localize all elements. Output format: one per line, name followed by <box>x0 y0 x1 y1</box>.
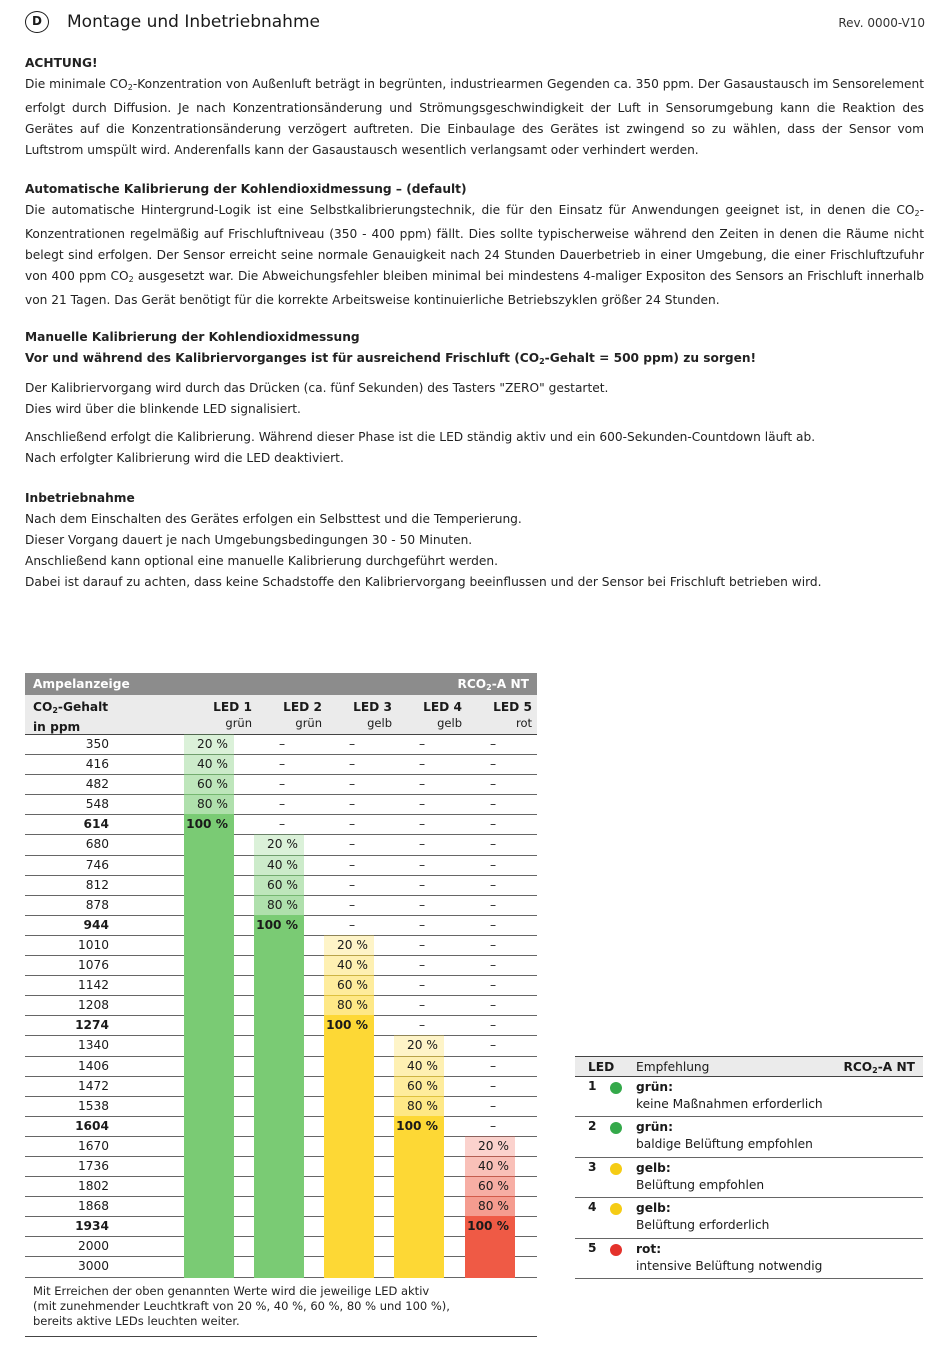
ppm-value: 944 <box>83 917 109 932</box>
legend-row <box>575 1198 923 1238</box>
led-3-cell: – <box>348 897 356 912</box>
led-2-cell <box>254 995 304 1016</box>
ppm-value: 2000 <box>77 1239 109 1254</box>
legend-color-label: rot: <box>636 1241 662 1256</box>
led-4-cell <box>394 1236 444 1257</box>
led-1-cell <box>184 1035 234 1056</box>
legend-model: $RCO_2-A$ NT <box>843 1060 915 1075</box>
led-3-cell <box>324 1096 374 1117</box>
led-2-cell: – <box>278 737 286 751</box>
led-5-cell: – <box>489 757 497 772</box>
led-2-cell <box>254 1116 304 1137</box>
commissioning-line: Dabei ist darauf zu achten, dass keine Schadstoffe den Kalibriervorgang beeinflussen und der Sensor bei Frischluft betrieben wird. <box>25 575 822 589</box>
led-3-cell <box>324 1256 374 1277</box>
led-5-cell: 20 % <box>465 1136 515 1157</box>
legend-led-number: 5 <box>588 1240 597 1255</box>
ppm-value: 548 <box>85 797 109 812</box>
status-dot-icon <box>610 1244 622 1256</box>
led-1-cell <box>184 1196 234 1217</box>
ppm-value: 1472 <box>77 1078 109 1093</box>
led-5-cell: – <box>489 877 497 892</box>
led-2-cell <box>254 1136 304 1157</box>
ppm-value: 1538 <box>77 1098 109 1113</box>
ppm-value: 1406 <box>77 1058 109 1073</box>
led-1-cell <box>184 1015 234 1036</box>
led-1-cell <box>184 895 234 916</box>
manual-calibration-line: Nach erfolgter Kalibrierung wird die LED deaktiviert. <box>25 451 344 465</box>
led-5-cell: 80 % <box>465 1196 515 1217</box>
legend-led-number: 3 <box>588 1159 597 1174</box>
led-5-cell: 100 % <box>465 1216 515 1237</box>
table-row <box>25 1117 537 1137</box>
led-table-column-header <box>25 695 537 735</box>
led-4-cell <box>394 1156 444 1177</box>
manual-calibration-line: Dies wird über die blinkende LED signalisiert. <box>25 402 301 416</box>
led-4-cell <box>394 1136 444 1157</box>
led-table-footnote: Mit Erreichen der oben genannten Werte wird die jeweilige LED aktiv (mit zunehmender Leuchtkraft von 20 %, 40 %, 60 %, 80 % und 100 %), bereits aktive LEDs leuchten weiter. <box>25 1278 537 1337</box>
led-4-cell <box>394 1216 444 1237</box>
table-row <box>25 1157 537 1177</box>
led-2-cell <box>254 1196 304 1217</box>
led-table-model: $RCO_2-A$ NT <box>457 677 529 692</box>
ppm-value: 1274 <box>75 1018 109 1033</box>
led-1-cell: 60 % <box>184 774 234 795</box>
led-1-cell: 80 % <box>184 794 234 815</box>
led-4-cell: – <box>418 897 426 912</box>
table-row <box>25 896 537 916</box>
led-4-cell: 40 % <box>394 1056 444 1077</box>
led-1-cell <box>184 995 234 1016</box>
led-2-cell: 80 % <box>254 895 304 916</box>
led-5-cell: – <box>489 998 497 1013</box>
table-row <box>25 735 537 755</box>
table-row <box>25 795 537 815</box>
led-4-cell: – <box>418 757 426 772</box>
legend-color-label: grün: <box>636 1080 673 1094</box>
status-dot-icon <box>610 1163 622 1175</box>
legend-led-header: LED <box>588 1060 615 1074</box>
table-row <box>25 996 537 1016</box>
led-2-cell <box>254 1096 304 1117</box>
commissioning-section <box>25 488 924 593</box>
ppm-value: 812 <box>85 877 109 892</box>
led-4-cell: – <box>418 877 426 892</box>
legend-recommendation: Belüftung erforderlich <box>636 1218 770 1233</box>
led-5-cell: – <box>489 857 497 872</box>
led-1-cell <box>184 875 234 896</box>
led-4-cell: – <box>418 998 426 1013</box>
led-4-header: LED 4 gelb <box>423 700 462 730</box>
led-1-cell <box>184 935 234 956</box>
ppm-value: 1868 <box>77 1199 109 1214</box>
legend-row <box>575 1117 923 1157</box>
led-1-cell <box>184 1216 234 1237</box>
ppm-value: 1670 <box>77 1138 109 1153</box>
led-2-cell <box>254 1056 304 1077</box>
page-title: Montage und Inbetriebnahme <box>67 12 320 32</box>
led-5-cell: – <box>489 958 497 973</box>
led-5-cell: 60 % <box>465 1176 515 1197</box>
legend-color-label: gelb: <box>636 1160 671 1175</box>
led-3-cell: – <box>348 777 356 792</box>
led-2-cell <box>254 935 304 956</box>
led-3-cell: 20 % <box>324 935 374 956</box>
led-1-cell: 20 % <box>184 734 234 755</box>
revision-label: Rev. 0000-V10 <box>838 16 925 30</box>
led-2-cell: 20 % <box>254 834 304 855</box>
legend-body <box>575 1077 923 1279</box>
led-4-cell: – <box>418 958 426 973</box>
led-1-cell <box>184 955 234 976</box>
led-4-cell: – <box>418 817 426 832</box>
led-2-cell: – <box>278 777 286 792</box>
auto-calibration-section <box>25 179 924 311</box>
status-dot-icon <box>610 1122 622 1134</box>
status-dot-icon <box>610 1203 622 1215</box>
led-4-cell: – <box>418 978 426 993</box>
led-1-cell: 40 % <box>184 754 234 775</box>
led-table-title: Ampelanzeige <box>33 677 130 691</box>
led-2-cell <box>254 1035 304 1056</box>
table-row <box>25 1036 537 1056</box>
table-row <box>25 1257 537 1277</box>
led-2-cell: – <box>278 757 286 772</box>
led-5-cell <box>465 1256 515 1277</box>
led-3-cell: – <box>348 917 356 932</box>
led-1-cell <box>184 975 234 996</box>
led-5-cell: – <box>489 737 497 751</box>
manual-calibration-warning: Vor und während des Kalibriervorganges ist für ausreichend Frischluft ($CO_2$-Gehalt = 500 ppm) zu sorgen! <box>25 351 757 366</box>
status-dot-icon <box>610 1082 622 1094</box>
led-2-cell: – <box>278 817 286 832</box>
led-3-cell: – <box>348 877 356 892</box>
led-2-cell: 40 % <box>254 855 304 876</box>
ppm-value: 1340 <box>77 1038 109 1053</box>
table-row <box>25 835 537 855</box>
legend-recommendation-header: Empfehlung <box>636 1060 710 1074</box>
led-2-cell <box>254 1176 304 1197</box>
commissioning-line: Dieser Vorgang dauert je nach Umgebungsbedingungen 30 - 50 Minuten. <box>25 533 473 547</box>
led-3-cell <box>324 1136 374 1157</box>
led-3-cell <box>324 1056 374 1077</box>
led-4-cell: – <box>418 837 426 852</box>
legend-header <box>575 1056 923 1077</box>
led-5-cell <box>465 1236 515 1257</box>
led-3-cell <box>324 1176 374 1197</box>
ppm-value: 1142 <box>77 978 109 993</box>
table-row <box>25 1197 537 1217</box>
led-3-cell: – <box>348 797 356 812</box>
led-table-title-bar <box>25 673 537 695</box>
legend-color-label: grün: <box>636 1120 673 1135</box>
led-4-cell: – <box>418 797 426 812</box>
table-row <box>25 1077 537 1097</box>
table-row <box>25 1137 537 1157</box>
ppm-value: 1208 <box>77 998 109 1013</box>
led-1-cell <box>184 855 234 876</box>
led-2-cell <box>254 1015 304 1036</box>
led-1-cell: 100 % <box>184 814 234 835</box>
led-5-header: LED 5 rot <box>493 700 532 730</box>
ppm-value: 878 <box>85 897 109 912</box>
language-badge: D <box>25 11 49 33</box>
legend-recommendation: baldige Belüftung empfohlen <box>636 1137 813 1152</box>
ppm-value: 1802 <box>77 1179 109 1194</box>
led-1-cell <box>184 1236 234 1257</box>
auto-calibration-paragraph: Die automatische Hintergrund-Logik ist eine Selbstkalibrierungstechnik, die für den Einsatz für Anwendungen geeignet ist, in denen die $CO_2$-Konzentrationen regelmäßig auf Frischluftniveau (350 - 400 ppm) fällt. Dies sollte typischerweise während den Zeiten in denen die Räume nicht belegt sind erfolgen. Der Sensor erreicht seine normale Genauigkeit nach 24 Stunden Dauerbetrieb in einer Umgebung, die einer Frischluftzufuhr von 400 ppm $CO_2$ ausgesetzt war. Die Abweichungsfehler bleiben minimal bei mindestens 4-maliger Expositon des Sensors an Frischluft innerhalb von 21 Tagen. Das Gerät benötigt für die korrekte Arbeitsweise kontinuierliche Betriebszyklen größer 24 Stunden. <box>25 203 924 307</box>
led-1-cell <box>184 1136 234 1157</box>
table-row <box>25 976 537 996</box>
led-2-cell <box>254 1216 304 1237</box>
legend-recommendation: keine Maßnahmen erforderlich <box>636 1097 823 1111</box>
commissioning-heading: Inbetriebnahme <box>25 491 135 505</box>
led-5-cell: – <box>489 817 497 832</box>
ppm-value: 746 <box>85 857 109 872</box>
led-3-cell: 80 % <box>324 995 374 1016</box>
table-row <box>25 1097 537 1117</box>
led-3-cell: – <box>348 817 356 832</box>
ppm-value: 1604 <box>75 1118 109 1133</box>
led-4-cell: – <box>418 737 426 751</box>
led-4-cell: – <box>418 917 426 932</box>
led-level-table <box>25 673 537 1337</box>
led-3-cell: – <box>348 737 356 751</box>
led-3-cell <box>324 1236 374 1257</box>
auto-calibration-heading: Automatische Kalibrierung der Kohlendioxidmessung – (default) <box>25 182 467 196</box>
led-3-cell <box>324 1076 374 1097</box>
led-5-cell: – <box>489 1038 497 1053</box>
table-row <box>25 876 537 896</box>
led-5-cell: 40 % <box>465 1156 515 1177</box>
led-4-cell <box>394 1256 444 1277</box>
manual-calibration-line: Anschließend erfolgt die Kalibrierung. Während dieser Phase ist die LED ständig aktiv und ein 600-Sekunden-Countdown läuft ab. <box>25 430 816 444</box>
table-row <box>25 775 537 795</box>
led-5-cell: – <box>489 1098 497 1113</box>
manual-calibration-section <box>25 327 924 469</box>
ppm-value: 1010 <box>77 937 109 952</box>
led-5-cell: – <box>489 1018 497 1033</box>
achtung-section <box>25 53 924 161</box>
led-4-cell <box>394 1196 444 1217</box>
table-row <box>25 755 537 775</box>
led-1-cell <box>184 1076 234 1097</box>
led-5-cell: – <box>489 797 497 812</box>
page-header <box>25 10 925 36</box>
led-1-cell <box>184 1256 234 1277</box>
led-1-header: LED 1 grün <box>213 700 252 730</box>
table-row <box>25 956 537 976</box>
led-3-header: LED 3 gelb <box>353 700 392 730</box>
led-3-cell <box>324 1116 374 1137</box>
led-3-cell <box>324 1035 374 1056</box>
led-4-cell: 100 % <box>394 1116 444 1137</box>
led-1-cell <box>184 915 234 936</box>
table-row <box>25 936 537 956</box>
ppm-value: 482 <box>85 777 109 792</box>
ppm-value: 1736 <box>77 1158 109 1173</box>
commissioning-line: Anschließend kann optional eine manuelle Kalibrierung durchgeführt werden. <box>25 554 499 568</box>
table-row <box>25 815 537 835</box>
table-row <box>25 1057 537 1077</box>
led-5-cell: – <box>489 1058 497 1073</box>
achtung-paragraph: Die minimale $CO_2$-Konzentration von Außenluft beträgt in begrünten, industriearmen Gegenden ca. 350 ppm. Der Gasaustausch im Sensorelement erfolgt durch Diffusion. Je nach Konzentrationsänderung und Strömungsgeschwindigkeit der Luft in Sensorumgebung kann die Reaktion des Gerätes auf die Konzentrationsänderung verzögert auftreten. Die Einbaulage des Gerätes ist zwingend so zu wählen, dass der Sensor vom Luftstrom umspült wird. Anderenfalls kann der Gasaustausch wesentlich verlangsamt oder verhindert werden. <box>25 77 925 157</box>
led-2-header: LED 2 grün <box>283 700 322 730</box>
led-table-body <box>25 735 537 1278</box>
led-5-cell: – <box>489 937 497 952</box>
co2-column-header: $CO_2$-Gehalt in ppm <box>33 700 109 734</box>
led-5-cell: – <box>489 837 497 852</box>
table-row <box>25 1237 537 1257</box>
led-4-cell: – <box>418 777 426 792</box>
led-4-cell: 80 % <box>394 1096 444 1117</box>
ppm-value: 350 <box>85 737 109 751</box>
legend-led-number: 1 <box>588 1079 597 1093</box>
ppm-value: 1934 <box>75 1219 109 1234</box>
led-2-cell <box>254 1256 304 1277</box>
led-3-cell <box>324 1196 374 1217</box>
manual-calibration-heading: Manuelle Kalibrierung der Kohlendioxidmessung <box>25 330 360 344</box>
led-3-cell: – <box>348 757 356 772</box>
led-2-cell <box>254 1236 304 1257</box>
legend-row <box>575 1158 923 1198</box>
table-row <box>25 916 537 936</box>
led-1-cell <box>184 1176 234 1197</box>
led-2-cell <box>254 975 304 996</box>
ppm-value: 1076 <box>77 958 109 973</box>
led-5-cell: – <box>489 897 497 912</box>
led-2-cell: 100 % <box>254 915 304 936</box>
led-1-cell <box>184 1096 234 1117</box>
legend-row <box>575 1239 923 1279</box>
led-1-cell <box>184 1156 234 1177</box>
manual-calibration-line: Der Kalibriervorgang wird durch das Drücken (ca. fünf Sekunden) des Tasters "ZERO" gestartet. <box>25 381 609 395</box>
led-5-cell: – <box>489 978 497 993</box>
legend-row <box>575 1077 923 1117</box>
ppm-value: 680 <box>85 837 109 852</box>
led-5-cell: – <box>489 917 497 932</box>
led-4-cell: – <box>418 1018 426 1033</box>
led-4-cell: – <box>418 937 426 952</box>
led-5-cell: – <box>489 1078 497 1093</box>
led-3-cell: – <box>348 857 356 872</box>
led-1-cell <box>184 1056 234 1077</box>
led-3-cell: 40 % <box>324 955 374 976</box>
commissioning-line: Nach dem Einschalten des Gerätes erfolgen ein Selbsttest und die Temperierung. <box>25 512 522 526</box>
led-1-cell <box>184 1116 234 1137</box>
table-row <box>25 856 537 876</box>
led-4-cell <box>394 1176 444 1197</box>
ppm-value: 3000 <box>77 1259 109 1274</box>
led-3-cell: 100 % <box>324 1015 374 1036</box>
led-3-cell <box>324 1156 374 1177</box>
led-4-cell: 60 % <box>394 1076 444 1097</box>
table-row <box>25 1016 537 1036</box>
table-row <box>25 1217 537 1237</box>
led-3-cell: 60 % <box>324 975 374 996</box>
achtung-heading: ACHTUNG! <box>25 56 98 70</box>
legend-color-label: gelb: <box>636 1201 671 1216</box>
led-2-cell <box>254 955 304 976</box>
led-5-cell: – <box>489 777 497 792</box>
led-2-cell <box>254 1156 304 1177</box>
led-4-cell: 20 % <box>394 1035 444 1056</box>
table-row <box>25 1177 537 1197</box>
led-2-cell <box>254 1076 304 1097</box>
led-2-cell: 60 % <box>254 875 304 896</box>
led-1-cell <box>184 834 234 855</box>
ppm-value: 614 <box>83 817 109 832</box>
led-3-cell: – <box>348 837 356 852</box>
led-5-cell: – <box>489 1118 497 1133</box>
led-recommendation-legend <box>575 1056 923 1279</box>
legend-led-number: 2 <box>588 1119 597 1134</box>
led-3-cell <box>324 1216 374 1237</box>
ppm-value: 416 <box>85 757 109 772</box>
legend-recommendation: intensive Belüftung notwendig <box>636 1258 823 1273</box>
led-2-cell: – <box>278 797 286 812</box>
led-4-cell: – <box>418 857 426 872</box>
legend-recommendation: Belüftung empfohlen <box>636 1177 765 1192</box>
legend-led-number: 4 <box>588 1200 597 1215</box>
